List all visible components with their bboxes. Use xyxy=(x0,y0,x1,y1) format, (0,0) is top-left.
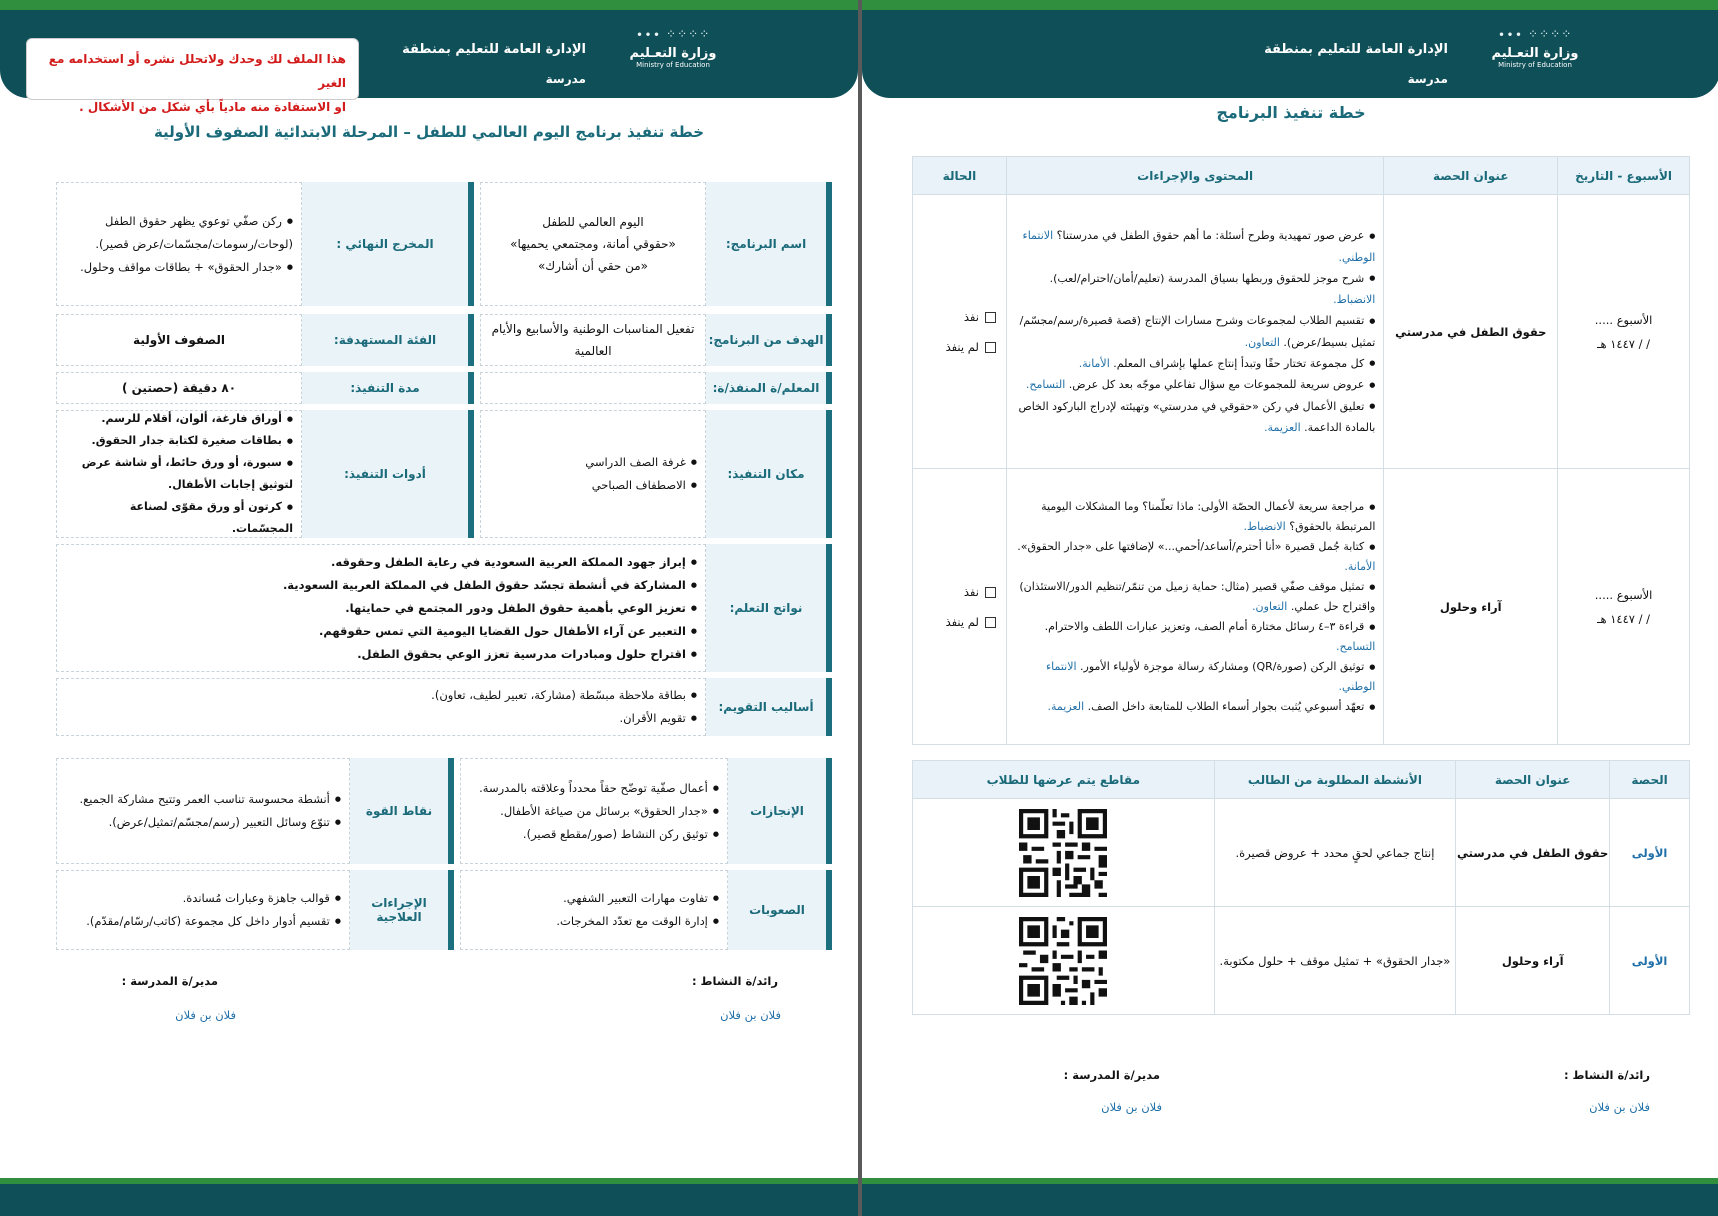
program-info-grid xyxy=(56,182,832,742)
activity-cell: إنتاج جماعي لحقٍ محدد + عروض قصيرة. xyxy=(1214,799,1456,907)
content-item: ● مراجعة سريعة لأعمال الحصّة الأولى: ماذا تعلّمنا؟ وما المشكلات اليومية المرتبطة بالحقوق؟ الانضباط. xyxy=(1015,497,1375,537)
teacher-label: المعلم/ة المنفذ/ة: xyxy=(706,372,832,404)
program-name-line: «من حقي أن أشارك» xyxy=(537,259,649,273)
checkbox-icon[interactable] xyxy=(985,342,996,353)
target-label: الفئة المستهدفة: xyxy=(302,314,474,366)
status-not-done-option[interactable]: لم ينفذ xyxy=(913,332,996,362)
remedial-value xyxy=(56,870,350,950)
difficulties-label: الصعوبات xyxy=(728,870,832,950)
duration-label: مدة التنفيذ: xyxy=(302,372,474,404)
remedial-label: الإجراءات العلاجية xyxy=(350,870,454,950)
strength-item: ● أنشطة محسوسة تناسب العمر وتتيح مشاركة الجميع. xyxy=(80,788,341,811)
school-label: مدرسة xyxy=(1407,72,1448,86)
content-item: ● تقسيم الطلاب لمجموعات وشرح مسارات الإنتاج (قصة قصيرة/رسم/مجسّم/تمثيل بسيط/عرض). التعاون. xyxy=(1015,310,1375,353)
tools-item: ● كرتون أو ورق مقوّى لصناعة المجسّمات. xyxy=(65,496,293,540)
qr-cell xyxy=(913,907,1215,1015)
ministry-logo xyxy=(626,28,720,69)
page-plan-details xyxy=(0,0,858,1216)
outcome-item: ● اقتراح حلول ومبادرات مدرسية تعزز الوعي بحقوق الطفل. xyxy=(283,643,697,666)
col-week-date: الأسبوع - التاريخ xyxy=(1558,157,1690,195)
col-status: الحالة xyxy=(913,157,1007,195)
week-value: الأسبوع ..... xyxy=(1594,312,1653,327)
assessment-label: أساليب التقويم: xyxy=(706,678,832,736)
difficulty-item: ● إدارة الوقت مع تعدّد المخرجات. xyxy=(556,910,719,933)
achievements-label: الإنجازات xyxy=(728,758,832,864)
activity-leader-label: رائد/ة النشاط : xyxy=(691,974,778,988)
status-not-done-option[interactable]: لم ينفذ xyxy=(913,607,996,637)
principal-name: فلان بن فلان xyxy=(175,1008,236,1022)
activity-leader-name: فلان بن فلان xyxy=(1589,1100,1650,1114)
content-item: ● توثيق الركن (صورة/QR) ومشاركة رسالة موجزة لأولياء الأمور. الانتماء الوطني. xyxy=(1015,657,1375,697)
difficulties-value xyxy=(460,870,728,950)
media-table xyxy=(912,760,1690,1015)
status-cell xyxy=(913,195,1007,469)
tools-item: ● بطاقات صغيرة لكتابة جدار الحقوق. xyxy=(65,430,293,452)
page-title: خطة تنفيذ برنامج اليوم العالمي للطفل – المرحلة الابتدائية الصفوف الأولية xyxy=(153,123,705,141)
place-label: مكان التنفيذ: xyxy=(706,410,832,538)
checkbox-icon[interactable] xyxy=(985,617,996,628)
assessment-value xyxy=(56,678,706,736)
ministry-name-en: Ministry of Education xyxy=(636,61,710,69)
ministry-logo xyxy=(1488,28,1582,69)
remedial-item: ● قوالب جاهزة وعبارات مُساندة. xyxy=(86,887,341,910)
lesson-title-cell: حقوق الطفل في مدرستي xyxy=(1384,195,1558,469)
outcome-item: ● تعزيز الوعي بأهمية حقوق الطفل ودور المجتمع في حمايتها. xyxy=(283,597,697,620)
status-cell xyxy=(913,469,1007,745)
col-lesson-title: عنوان الحصة xyxy=(1384,157,1558,195)
status-done-option[interactable]: نفذ xyxy=(913,577,996,607)
outcomes-value xyxy=(56,544,706,672)
admin-label: الإدارة العامة للتعليم بمنطقة xyxy=(402,42,586,57)
principal-label: مدير/ة المدرسة : xyxy=(1063,1068,1160,1082)
col-activities: الأنشطة المطلوبة من الطالب xyxy=(1214,761,1456,799)
table-row xyxy=(913,907,1690,1015)
content-item: ● تعهّد أسبوعي يُثبت بجوار أسماء الطلاب للمتابعة داخل الصف. العزيمة. xyxy=(1015,697,1375,717)
outcome-item: ● التعبير عن آراء الأطفال حول القضايا اليومية التي تمس حقوقهم. xyxy=(283,620,697,643)
plan-table xyxy=(912,156,1690,745)
status-done-option[interactable]: نفذ xyxy=(913,302,996,332)
week-date-cell xyxy=(1558,469,1690,745)
final-output-item: ● ركن صفّي توعوي يظهر حقوق الطفل (لوحات/رسومات/مجسّمات/عرض قصير). xyxy=(65,210,293,256)
tools-label: أدوات التنفيذ: xyxy=(302,410,474,538)
outcome-item: ● إبراز جهود المملكة العربية السعودية في رعاية الطفل وحقوقه. xyxy=(283,551,697,574)
content-cell xyxy=(1006,195,1383,469)
copyright-warning xyxy=(26,38,359,114)
program-name-line: اليوم العالمي للطفل xyxy=(542,215,644,229)
content-cell xyxy=(1006,469,1383,745)
page-header xyxy=(0,0,858,114)
goal-label: الهدف من البرنامج: xyxy=(706,314,832,366)
assessment-item: ● بطاقة ملاحظة مبسّطة (مشاركة، تعبير لطيف، تعاون). xyxy=(431,684,697,707)
table-row xyxy=(913,469,1690,745)
content-item: ● عروض سريعة للمجموعات مع سؤال تفاعلي موجّه بعد كل عرض. التسامح. xyxy=(1015,374,1375,396)
logo-dots-icon: ⁘⁘⁘⁘ ∙∙∙ xyxy=(635,27,711,41)
col-content: المحتوى والإجراءات xyxy=(1006,157,1383,195)
ministry-name-en: Ministry of Education xyxy=(1498,61,1572,69)
table-header-row xyxy=(913,157,1690,195)
activity-cell: «جدار الحقوق» + تمثيل موقف + حلول مكتوبة. xyxy=(1214,907,1456,1015)
program-name-value xyxy=(480,182,706,306)
strength-item: ● تنوّع وسائل التعبير (رسم/مجسّم/تمثيل/عرض). xyxy=(80,811,341,834)
qr-code-icon[interactable] xyxy=(1019,917,1107,1005)
tools-item: ● أوراق فارغة، ألوان، أقلام للرسم. xyxy=(65,408,293,430)
col-lesson: الحصة xyxy=(1610,761,1690,799)
program-name-line: «حقوقي أمانة، ومجتمعي يحميها» xyxy=(510,237,676,251)
ministry-name: وزارة التعـليم xyxy=(1491,46,1579,61)
checkbox-icon[interactable] xyxy=(985,587,996,598)
col-clips: مقاطع يتم عرضها للطلاب xyxy=(913,761,1215,799)
tools-item: ● سبورة، أو ورق حائط، أو شاشة عرض لتوثيق إجابات الأطفال. xyxy=(65,452,293,496)
table-row xyxy=(913,195,1690,469)
place-item: ● الاصطفاف الصباحي xyxy=(585,474,697,497)
strengths-label: نقاط القوة xyxy=(350,758,454,864)
qr-code-icon[interactable] xyxy=(1019,809,1107,897)
principal-label: مدير/ة المدرسة : xyxy=(121,974,218,988)
evaluation-grid xyxy=(56,758,832,954)
week-date-cell xyxy=(1558,195,1690,469)
outcome-item: ● المشاركة في أنشطة تجسّد حقوق الطفل في المملكة العربية السعودية. xyxy=(283,574,697,597)
outcomes-label: نواتج التعلم: xyxy=(706,544,832,672)
col-lesson-title: عنوان الحصة xyxy=(1456,761,1610,799)
content-item: ● تعليق الأعمال في ركن «حقوقي في مدرستي» وتهيئته لإدراج الباركود الخاص بالمادة الداعمة. العزيمة. xyxy=(1015,396,1375,439)
activity-leader-label: رائد/ة النشاط : xyxy=(1563,1068,1650,1082)
place-value xyxy=(480,410,706,538)
lesson-cell: الأولى xyxy=(1610,799,1690,907)
checkbox-icon[interactable] xyxy=(985,312,996,323)
page-title: خطة تنفيذ البرنامج xyxy=(1216,103,1366,122)
final-output-label: المخرج النهائي : xyxy=(302,182,474,306)
school-label: مدرسة xyxy=(545,72,586,86)
assessment-item: ● تقويم الأقران. xyxy=(431,707,697,730)
program-name-label: اسم البرنامج: xyxy=(706,182,832,306)
warning-line-1: هذا الملف لك وحدك ولاتحلل نشره أو استخدامه مع الغير xyxy=(48,52,346,90)
achievement-item: ● «جدار الحقوق» برسائل من صياغة الأطفال. xyxy=(479,800,719,823)
content-item: ● تمثيل موقف صفّي قصير (مثال: حماية زميل من تنمّر/تنظيم الدور/الاستئذان) واقتراح حل عملي. التعاون. xyxy=(1015,577,1375,617)
duration-value: ٨٠ دقيقة (حصتين ) xyxy=(56,372,302,404)
warning-line-2: او الاستفادة منه مادياً بأي شكل من الأشكال . xyxy=(79,100,346,114)
date-value: / / ١٤٤٧ هـ xyxy=(1597,336,1651,351)
remedial-item: ● تقسيم أدوار داخل كل مجموعة (كاتب/رسّام/مقدّم). xyxy=(86,910,341,933)
teacher-value xyxy=(480,372,706,404)
content-item: ● عرض صور تمهيدية وطرح أسئلة: ما أهم حقوق الطفل في مدرستنا؟ الانتماء الوطني. xyxy=(1015,225,1375,268)
lesson-title-cell: آراء وحلول xyxy=(1456,907,1610,1015)
strengths-value xyxy=(56,758,350,864)
activity-leader-name: فلان بن فلان xyxy=(720,1008,781,1022)
achievements-value xyxy=(460,758,728,864)
logo-dots-icon: ⁘⁘⁘⁘ ∙∙∙ xyxy=(1497,27,1573,41)
admin-label: الإدارة العامة للتعليم بمنطقة xyxy=(1264,42,1448,57)
lesson-title-cell: آراء وحلول xyxy=(1384,469,1558,745)
final-output-value xyxy=(56,182,302,306)
difficulty-item: ● تفاوت مهارات التعبير الشفهي. xyxy=(556,887,719,910)
achievement-item: ● توثيق ركن النشاط (صور/مقطع قصير). xyxy=(479,823,719,846)
table-row xyxy=(913,799,1690,907)
ministry-name: وزارة التعـليم xyxy=(629,46,717,61)
page-footer xyxy=(862,1178,1718,1216)
page-footer xyxy=(0,1178,858,1216)
final-output-item: ● «جدار الحقوق» + بطاقات مواقف وحلول. xyxy=(65,256,293,279)
tools-value xyxy=(56,410,302,538)
content-item: ● كل مجموعة تختار حقًا وتبدأ إنتاج عملها بإشراف المعلم. الأمانة. xyxy=(1015,353,1375,375)
content-item: ● شرح موجز للحقوق وربطها بسياق المدرسة (تعليم/أمان/احترام/لعب). الانضباط. xyxy=(1015,268,1375,311)
target-value: الصفوف الأولية xyxy=(56,314,302,366)
qr-cell xyxy=(913,799,1215,907)
page-header xyxy=(862,0,1718,98)
week-value: الأسبوع ..... xyxy=(1594,587,1653,602)
place-item: ● غرفة الصف الدراسي xyxy=(585,451,697,474)
achievement-item: ● أعمال صفّية توضّح حقاً محدداً وعلاقته بالمدرسة. xyxy=(479,777,719,800)
page-execution-plan xyxy=(862,0,1718,1216)
table-header-row xyxy=(913,761,1690,799)
content-item: ● كتابة جُمل قصيرة «أنا أحترم/أساعد/أحمي...» لإضافتها على «جدار الحقوق». الأمانة. xyxy=(1015,537,1375,577)
principal-name: فلان بن فلان xyxy=(1101,1100,1162,1114)
lesson-cell: الأولى xyxy=(1610,907,1690,1015)
date-value: / / ١٤٤٧ هـ xyxy=(1597,611,1651,626)
goal-value: تفعيل المناسبات الوطنية والأسابيع والأيام العالمية xyxy=(480,314,706,366)
lesson-title-cell: حقوق الطفل في مدرستي xyxy=(1456,799,1610,907)
content-item: ● قراءة ٣–٤ رسائل مختارة أمام الصف، وتعزيز عبارات اللطف والاحترام. التسامح. xyxy=(1015,617,1375,657)
